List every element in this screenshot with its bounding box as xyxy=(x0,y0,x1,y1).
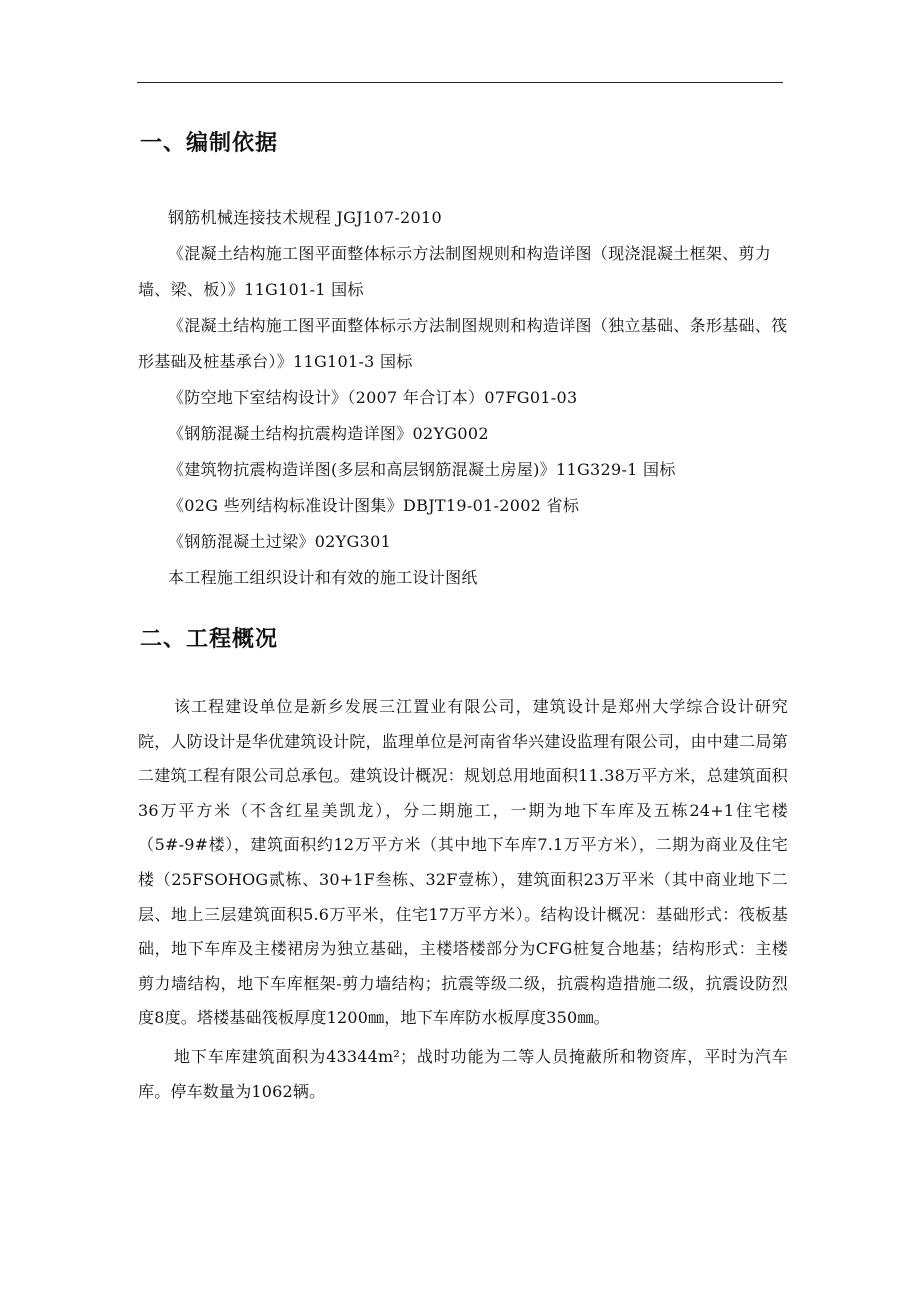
reference-item: 《防空地下室结构设计》（2007 年合订本）07FG01-03 xyxy=(168,388,578,407)
header-rule xyxy=(137,82,783,83)
reference-item: 《建筑物抗震构造详图(多层和高层钢筋混凝土房屋)》11G329-1 国标 xyxy=(168,460,676,479)
overview-paragraph: 该工程建设单位是新乡发展三江置业有限公司，建筑设计是郑州大学综合设计研究院，人防设计是华优建筑设计院，监理单位是河南省华兴建设监理有限公司，由中建二局第二建筑工程有限公司总承包。建筑设计概况：规划总用地面积11.38万平方米，总建筑面积36万平方米（不含红星美凯龙），分二期施工，一期为地下车库及五栋24+1住宅楼（5#-9#楼），建筑面积约12万平方米（其中地下车库7.1万平方米），二期为商业及住宅楼（25FSOHOG贰栋、30+1F叁栋、32F壹栋），建筑面积23万平米（其中商业地下二层、地上三层建筑面积5.6万平米，住宅17万平方米）。结构设计概况：基础形式：筏板基础，地下车库及主楼裙房为独立基础，主楼塔楼部分为CFG桩复合地基；结构形式：主楼剪力墙结构，地下车库框架-剪力墙结构；抗震等级二级，抗震构造措施二级，抗震设防烈度8度。塔楼基础筏板厚度1200㎜，地下车库防水板厚度350㎜。 xyxy=(138,697,788,1028)
overview-paragraph: 地下车库建筑面积为43344m²；战时功能为二等人员掩蔽所和物资库，平时为汽车库。停车数量为1062辆。 xyxy=(138,1046,788,1101)
reference-item: 《02G 些列结构标准设计图集》DBJT19-01-2002 省标 xyxy=(168,496,580,515)
reference-item: 本工程施工组织设计和有效的施工设计图纸 xyxy=(168,568,478,587)
section-title-overview: 二、工程概况 xyxy=(140,627,279,652)
reference-list xyxy=(138,200,788,596)
reference-item: 钢筋机械连接技术规程 JGJ107-2010 xyxy=(168,208,442,227)
reference-item: 《混凝土结构施工图平面整体标示方法制图规则和构造详图（现浇混凝土框架、剪力墙、梁、板）》11G101-1 国标 xyxy=(138,244,772,299)
overview-body xyxy=(138,690,788,1109)
reference-item: 《钢筋混凝土过梁》02YG301 xyxy=(168,532,392,551)
reference-item: 《钢筋混凝土结构抗震构造详图》02YG002 xyxy=(168,424,489,443)
section-title-basis: 一、编制依据 xyxy=(140,131,279,156)
reference-item: 《混凝土结构施工图平面整体标示方法制图规则和构造详图（独立基础、条形基础、筏形基础及桩基承台）》11G101-3 国标 xyxy=(138,316,788,371)
